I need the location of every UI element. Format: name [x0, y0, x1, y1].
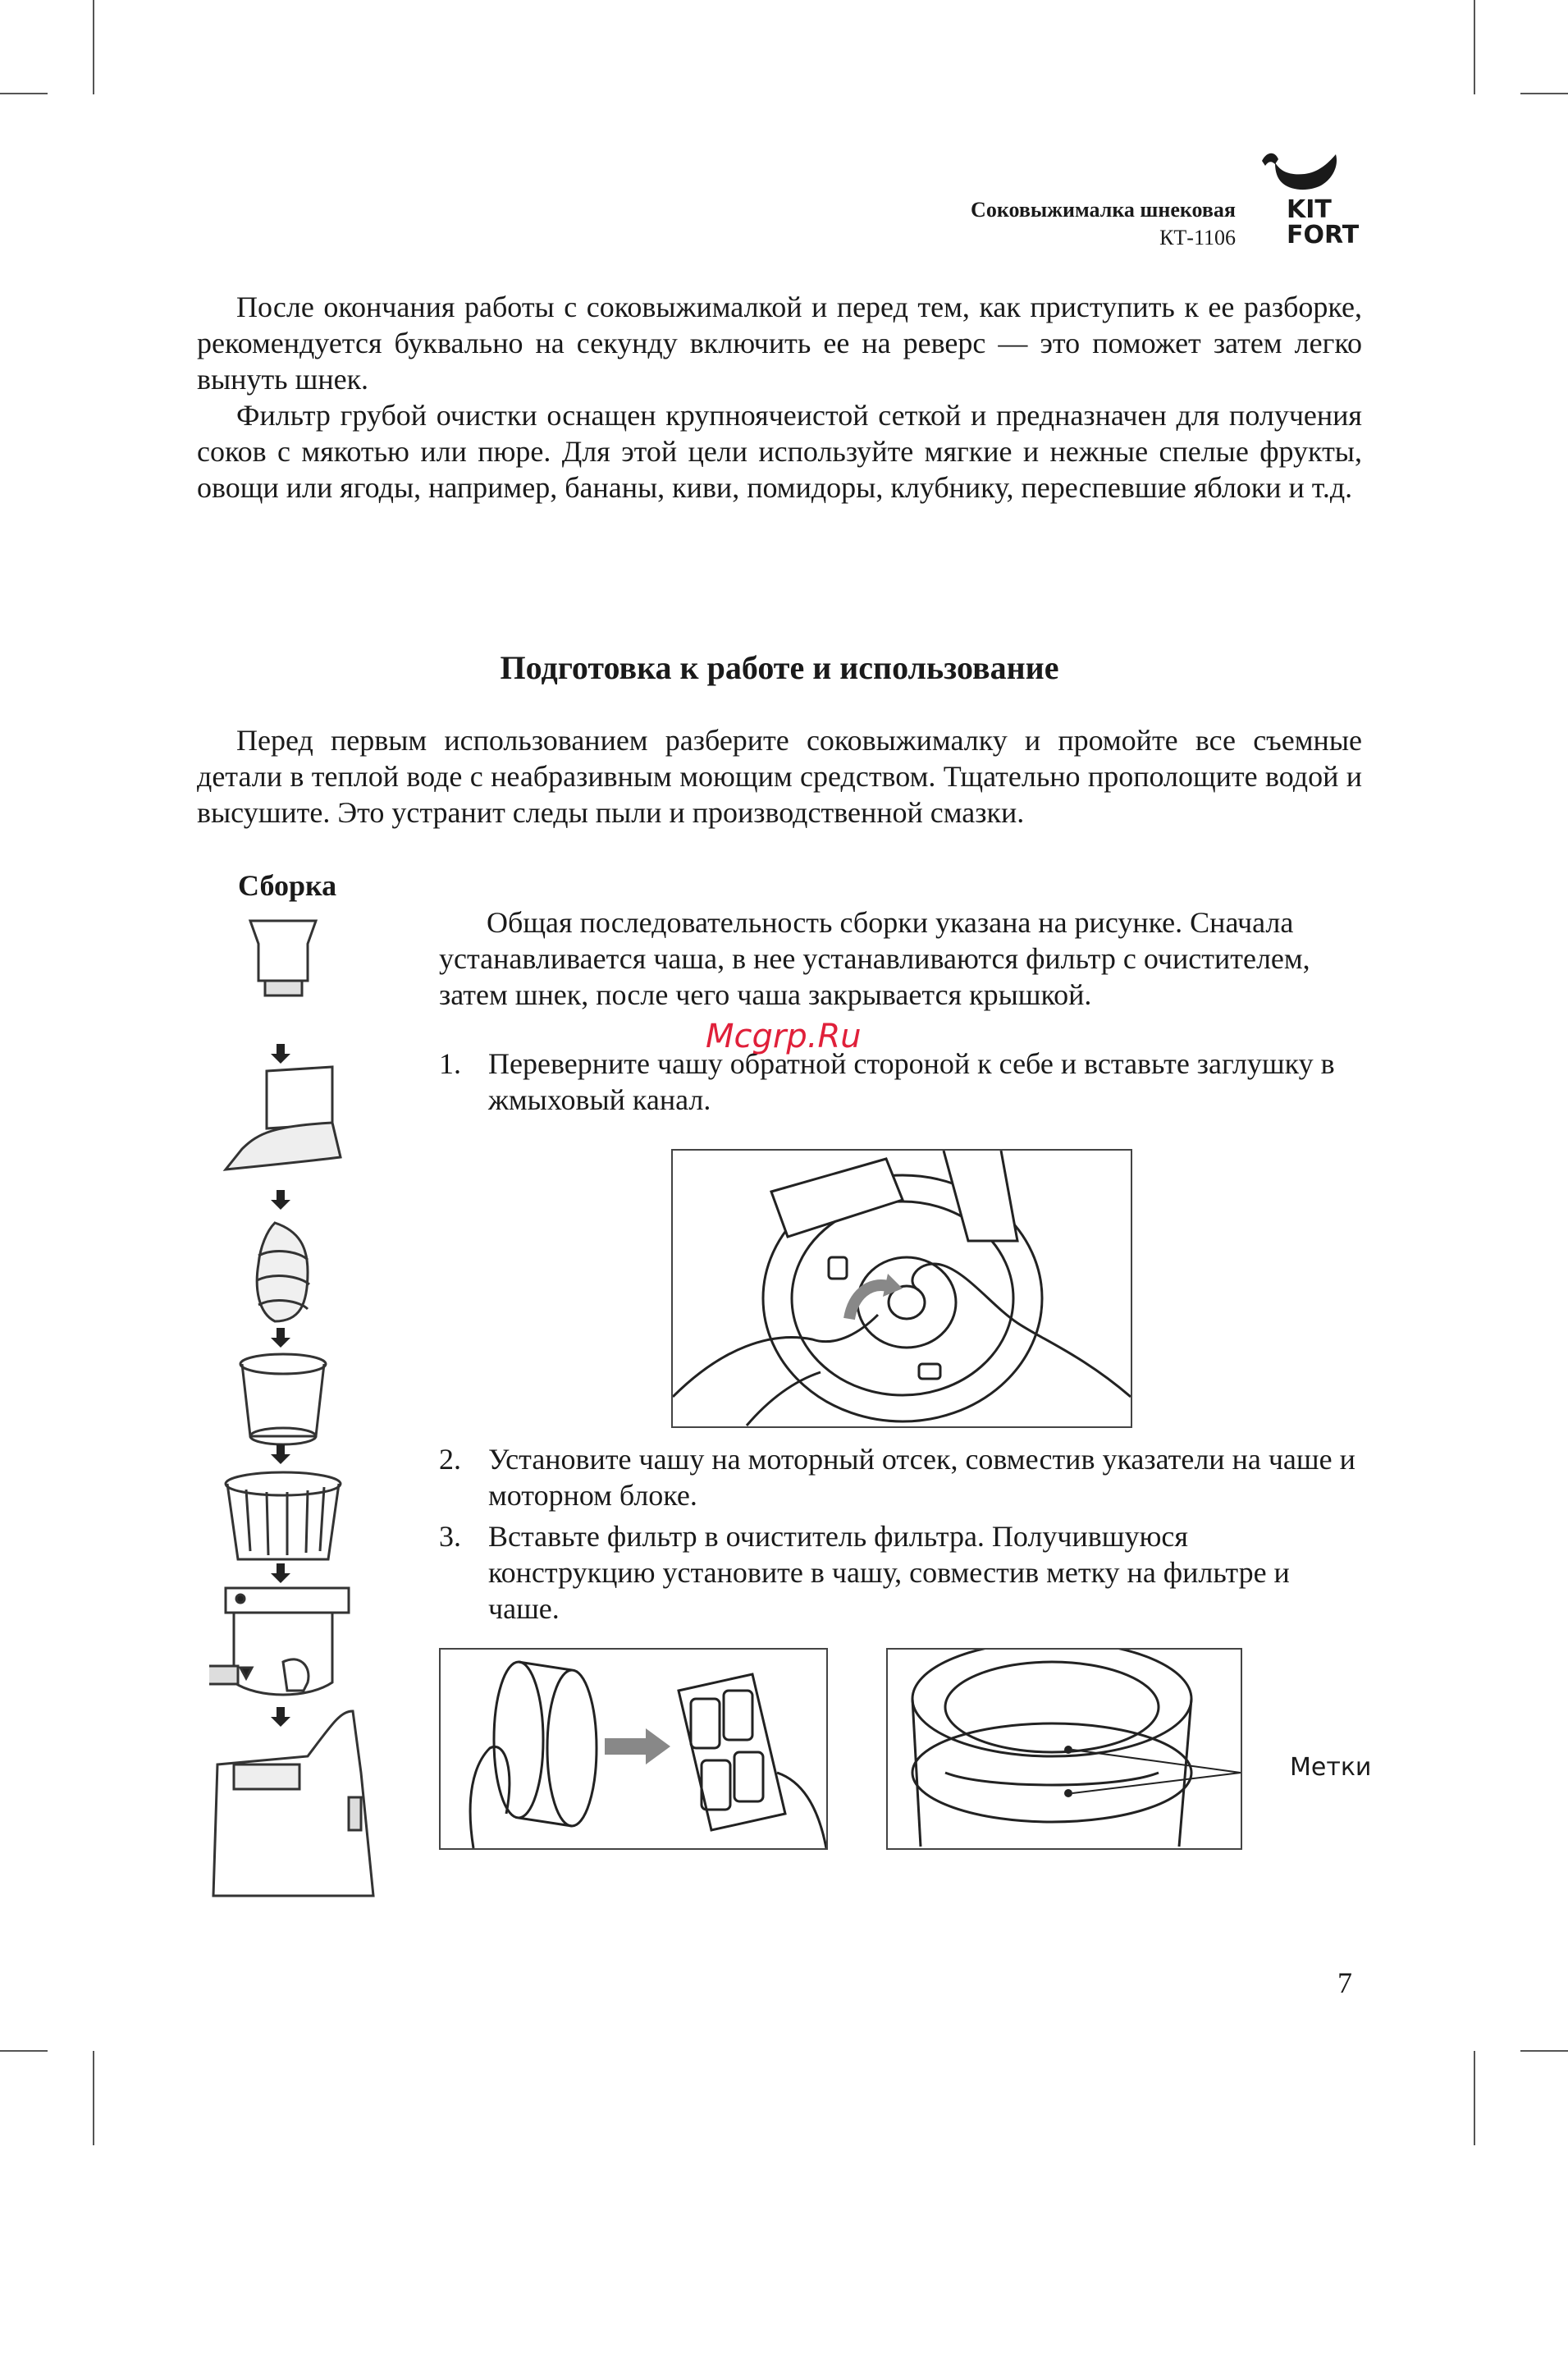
step-1 [439, 1046, 1362, 1118]
page-number: 7 [1337, 1966, 1352, 1999]
intro-paragraph-1 [197, 289, 1362, 397]
step-number: 2. [439, 1443, 461, 1476]
watermark: Mcgrp.Ru [706, 1018, 862, 1055]
step-2 [439, 1441, 1362, 1513]
crop-mark [93, 0, 94, 94]
step-3 [439, 1518, 1362, 1627]
crop-mark [1520, 2050, 1568, 2052]
assembly-intro [439, 904, 1362, 1013]
crop-mark [0, 2050, 48, 2052]
crop-mark [93, 2051, 94, 2145]
assembly-exploded-diagram [209, 911, 394, 2380]
marks-label: Метки [1290, 1753, 1372, 1782]
header-model: КТ-1106 [1159, 226, 1236, 249]
figure-filter-into-cleaner [439, 1648, 828, 1850]
assembly-subheading: Сборка [238, 869, 337, 902]
logo-line2: FORT [1287, 221, 1360, 249]
step-text: Переверните чашу обратной стороной к себе и вставьте заглушку в жмыховый канал. [488, 1047, 1335, 1116]
intro-paragraph-2 [197, 397, 1362, 506]
section-paragraph [197, 722, 1362, 831]
crop-mark [0, 93, 48, 94]
step-number: 1. [439, 1047, 461, 1080]
section-paragraph-text: Перед первым использованием разберите соковыжималку и промойте все съемные детали в теплой воде с неабразивным моющим средством. Тщательно прополощите водой и высушите. Это устранит следы пыли и производственной смазки. [197, 724, 1362, 829]
header-title: Соковыжималка шнековая [971, 198, 1236, 222]
crop-mark [1520, 93, 1568, 94]
step-text: Вставьте фильтр в очиститель фильтра. Получившуюся конструкцию установите в чашу, совместив метку на фильтре и чаше. [488, 1520, 1290, 1625]
assembly-intro-text: Общая последовательность сборки указана на рисунке. Сначала устанавливается чаша, в нее устанавливаются фильтр с очистителем, затем шнек, после чего чаша закрывается крышкой. [439, 906, 1310, 1011]
intro-paragraph-2-text: Фильтр грубой очистки оснащен крупноячеистой сеткой и предназначен для получения соков с мякотью или пюре. Для этой цели используйте мягкие и нежные спелые фрукты, овощи или ягоды, например, бананы, киви, помидоры, клубнику, переспевшие яблоки и т.д. [197, 399, 1362, 504]
crop-mark [1474, 2051, 1475, 2145]
step-number: 3. [439, 1520, 461, 1553]
figure-insert-plug [671, 1149, 1132, 1428]
section-heading: Подготовка к работе и использование [500, 649, 1059, 686]
figure-alignment-marks [886, 1648, 1242, 1850]
crop-mark [1474, 0, 1475, 94]
intro-paragraph-1-text: После окончания работы с соковыжималкой и перед тем, как приступить к ее разборке, рекомендуется буквально на секунду включить ее на реверс — это поможет затем легко вынуть шнек. [197, 291, 1362, 396]
logo-wordmark [1287, 197, 1359, 248]
step-text: Установите чашу на моторный отсек, совместив указатели на чаше и моторном блоке. [488, 1443, 1355, 1512]
logo-line1: KIT [1287, 195, 1332, 224]
